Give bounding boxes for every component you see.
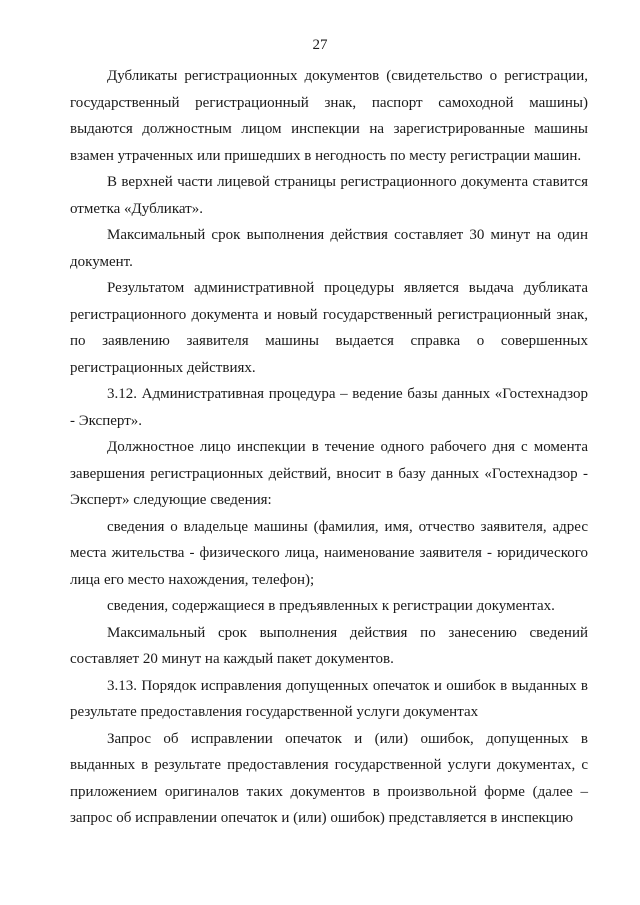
paragraph-procedure-result: Результатом административной процедуры является выдача дубликата регистрационного документа и новый государственный регистрационный знак, по заявлению заявителя машины выдается справка о совершенных регистрационных действиях. bbox=[70, 280, 588, 376]
section-heading-3-13: 3.13. Порядок исправления допущенных опечаток и ошибок в выданных в результате предоставления государственной услуги документах bbox=[70, 677, 588, 720]
paragraph-duplicate-mark: В верхней части лицевой страницы регистрационного документа ставится отметка «Дубликат». bbox=[70, 174, 588, 217]
paragraph-document-info: сведения, содержащиеся в предъявленных к регистрации документах. bbox=[107, 598, 555, 614]
page-number: 27 bbox=[312, 37, 328, 53]
paragraph-owner-info: сведения о владельце машины (фамилия, имя, отчество заявителя, адрес места жительства - физического лица, наименование заявителя - юридического лица его место нахождения, телефон); bbox=[70, 518, 588, 588]
document-body bbox=[70, 63, 588, 832]
paragraph-max-time-30: Максимальный срок выполнения действия составляет 30 минут на один документ. bbox=[70, 227, 588, 270]
paragraph-correction-request: Запрос об исправлении опечаток и (или) ошибок, допущенных в выданных в результате предоставления государственной услуги документах, с приложением оригиналов таких документов в произвольной форме (далее – запрос об исправлении опечаток и (или) ошибок) представляется в инспекцию bbox=[70, 730, 588, 826]
paragraph-database-entry: Должностное лицо инспекции в течение одного рабочего дня с момента завершения регистрационных действий, вносит в базу данных «Гостехнадзор - Эксперт» следующие сведения: bbox=[70, 439, 588, 508]
paragraph-max-time-20: Максимальный срок выполнения действия по занесению сведений составляет 20 минут на каждый пакет документов. bbox=[70, 624, 588, 667]
section-heading-3-12: 3.12. Административная процедура – ведение базы данных «Гостехнадзор - Эксперт». bbox=[70, 386, 588, 429]
paragraph-duplicates: Дубликаты регистрационных документов (свидетельство о регистрации, государственный регистрационный знак, паспорт самоходной машины) выдаются должностным лицом инспекции на зарегистрированные машины взамен утраченных или пришедших в негодность по месту регистрации машин. bbox=[70, 68, 588, 164]
